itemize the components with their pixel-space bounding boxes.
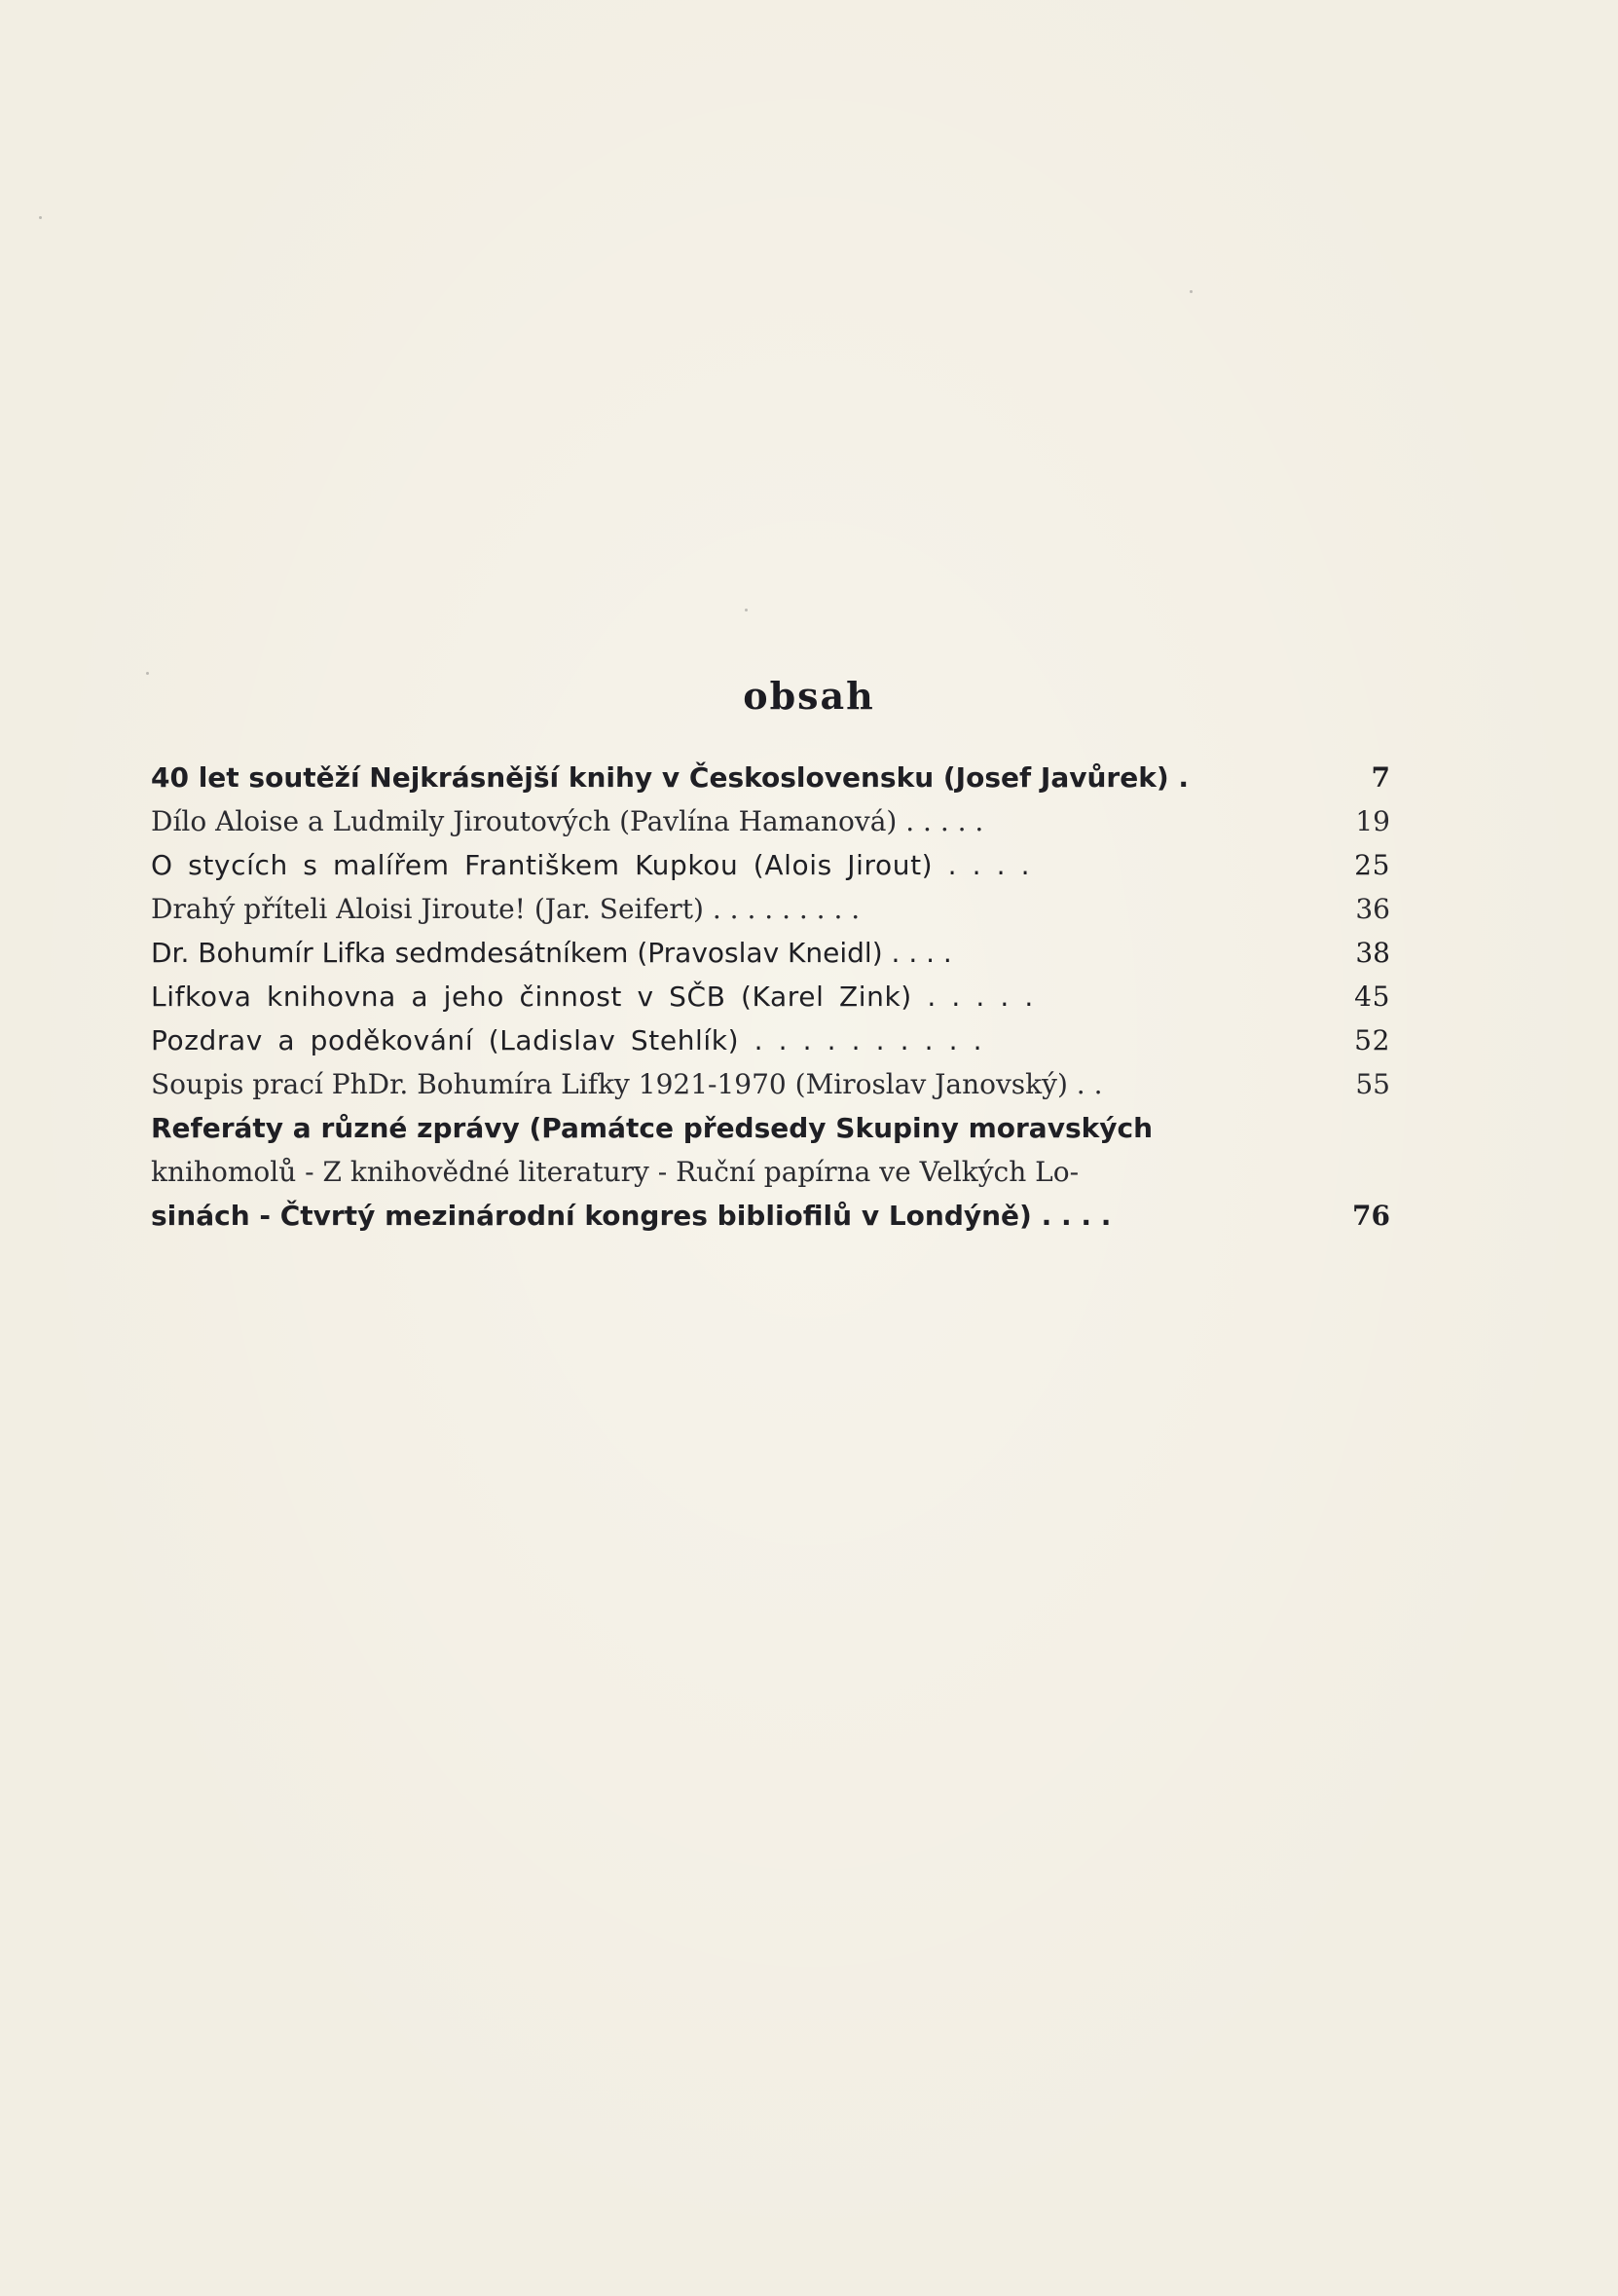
toc-entry-text: Lifkova knihovna a jeho činnost v SČB (Karel Zink) . . . . .: [151, 981, 1034, 1013]
toc-entry: [151, 1112, 1390, 1156]
toc-entry-text: 40 let soutěží Nejkrásnější knihy v Československu (Josef Javůrek) .: [151, 761, 1190, 794]
toc-entry-page: 25: [1354, 849, 1390, 881]
toc-entry: [151, 937, 1390, 981]
toc-entry-text: Drahý příteli Aloisi Jiroute! (Jar. Seifert) . . . . . . . . .: [151, 893, 861, 925]
toc-entry: [151, 981, 1390, 1024]
toc-entry: [151, 893, 1390, 937]
toc-entry-text: Pozdrav a poděkování (Ladislav Stehlík) . . . . . . . . . .: [151, 1024, 983, 1056]
toc-entry: [151, 761, 1390, 805]
toc-entry: [151, 849, 1390, 893]
toc-entry-page: 7: [1371, 761, 1390, 794]
toc-entry-text: O stycích s malířem Františkem Kupkou (Alois Jirout) . . . .: [151, 849, 1031, 881]
toc-entry-page: 76: [1352, 1200, 1390, 1232]
toc-entry-page: 55: [1355, 1068, 1390, 1100]
paper-speck: [1190, 290, 1193, 293]
toc-entry-text: Soupis prací PhDr. Bohumíra Lifky 1921-1970 (Miroslav Janovský) . .: [151, 1068, 1103, 1100]
toc-entry: [151, 1024, 1390, 1068]
toc-entry-page: 19: [1355, 805, 1390, 837]
paper-speck: [745, 609, 748, 611]
toc-entry-text: knihomolů - Z knihovědné literatury - Ruční papírna ve Velkých Lo-: [151, 1156, 1080, 1188]
toc-entry-text: sinách - Čtvrtý mezinárodní kongres bibliofilů v Londýně) . . . .: [151, 1200, 1112, 1232]
toc-entry-text: Dílo Aloise a Ludmily Jiroutových (Pavlína Hamanová) . . . . .: [151, 805, 984, 837]
page-title: obsah: [743, 674, 875, 718]
toc-entry: [151, 1156, 1390, 1200]
toc-entry: [151, 1068, 1390, 1112]
table-of-contents: [151, 761, 1390, 1243]
toc-entry-page: 52: [1354, 1024, 1390, 1056]
toc-entry-page: 45: [1354, 981, 1390, 1013]
paper-speck: [39, 216, 42, 219]
toc-entry: [151, 805, 1390, 849]
toc-entry-text: Referáty a různé zprávy (Památce předsedy Skupiny moravských: [151, 1112, 1154, 1144]
toc-entry-page: 36: [1355, 893, 1390, 925]
toc-entry-text: Dr. Bohumír Lifka sedmdesátníkem (Pravoslav Kneidl) . . . .: [151, 937, 952, 969]
toc-entry: [151, 1200, 1390, 1243]
toc-entry-page: 38: [1355, 937, 1390, 969]
